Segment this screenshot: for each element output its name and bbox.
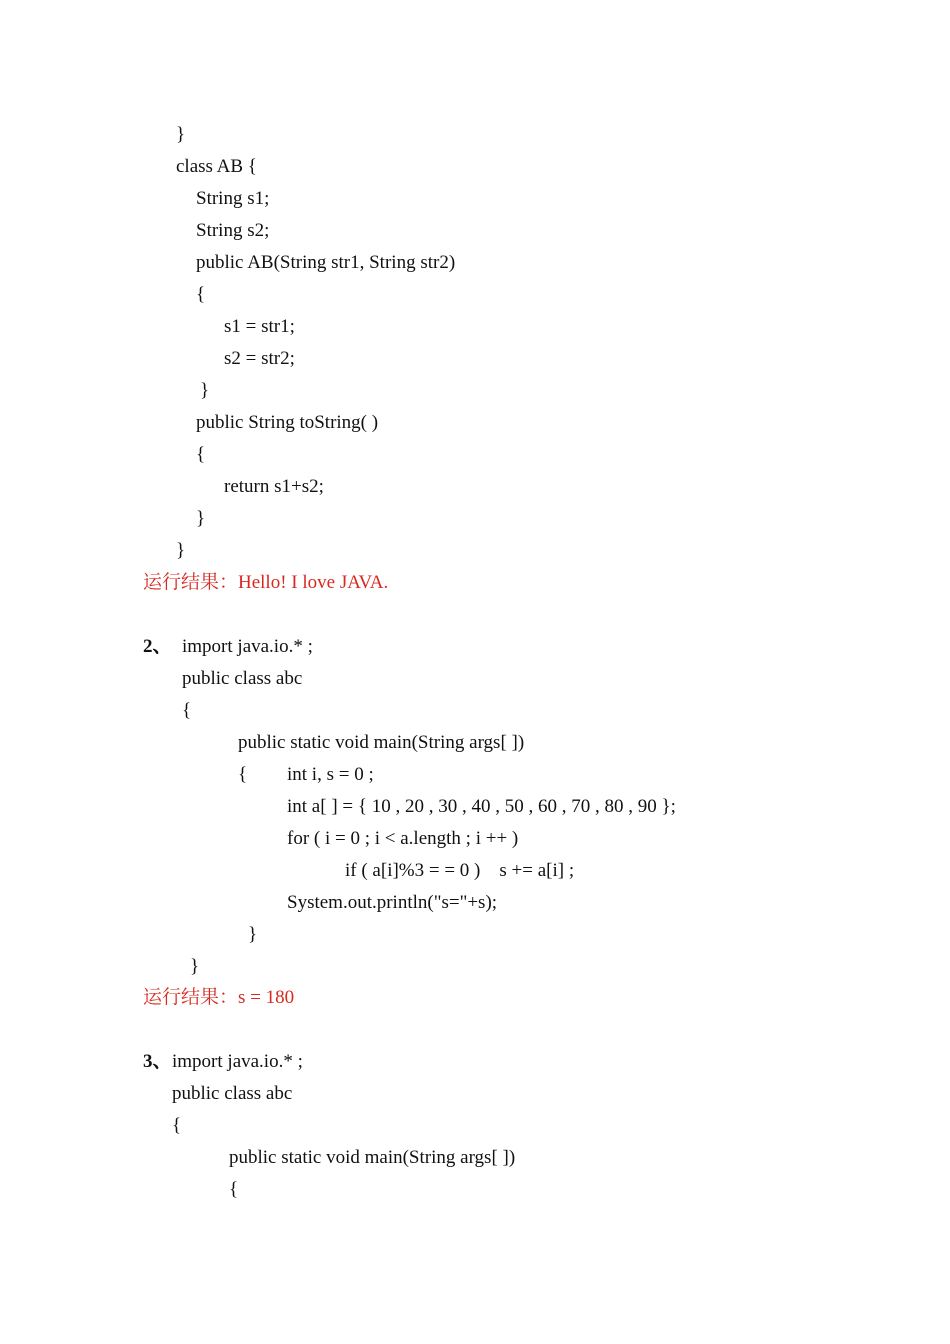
- code-line: {: [182, 700, 192, 721]
- code-line: String s1;: [196, 188, 270, 209]
- code-line: import java.io.* ;: [182, 636, 313, 657]
- code-line: int a[ ] = { 10 , 20 , 30 , 40 , 50 , 60 , 70 , 80 , 90 };: [287, 796, 676, 817]
- run-result: 运行结果：s = 180: [143, 987, 295, 1008]
- question-number: 2、: [143, 636, 172, 657]
- code-line: {: [238, 764, 248, 785]
- code-line: public class abc: [172, 1083, 293, 1104]
- code-line: }: [248, 924, 258, 945]
- code-line: if ( a[i]%3 = = 0 ) s += a[i] ;: [345, 860, 575, 881]
- code-line: {: [196, 444, 206, 465]
- code-line: s1 = str1;: [224, 316, 295, 337]
- code-line: s2 = str2;: [224, 348, 295, 369]
- code-line: public static void main(String args[ ]): [229, 1147, 516, 1168]
- code-line: {: [229, 1179, 239, 1200]
- code-line: for ( i = 0 ; i < a.length ; i ++ ): [287, 828, 519, 849]
- code-line: }: [176, 124, 186, 145]
- code-line: }: [196, 508, 206, 529]
- question-number: 3、: [143, 1051, 172, 1072]
- code-line: return s1+s2;: [224, 476, 324, 497]
- code-line: public AB(String str1, String str2): [196, 252, 456, 273]
- code-line: System.out.println("s="+s);: [287, 892, 498, 913]
- code-line: public static void main(String args[ ]): [238, 732, 525, 753]
- code-line: {: [172, 1115, 182, 1136]
- run-result: 运行结果：Hello! I love JAVA.: [143, 572, 389, 593]
- code-line: public class abc: [182, 668, 303, 689]
- code-line: import java.io.* ;: [172, 1051, 303, 1072]
- code-line: }: [190, 956, 200, 977]
- code-line: class AB {: [176, 156, 257, 177]
- code-line: }: [176, 540, 186, 561]
- code-line: }: [200, 380, 210, 401]
- code-line: {: [196, 284, 206, 305]
- code-line: public String toString( ): [196, 412, 379, 433]
- code-line: int i, s = 0 ;: [287, 764, 374, 785]
- code-line: String s2;: [196, 220, 270, 241]
